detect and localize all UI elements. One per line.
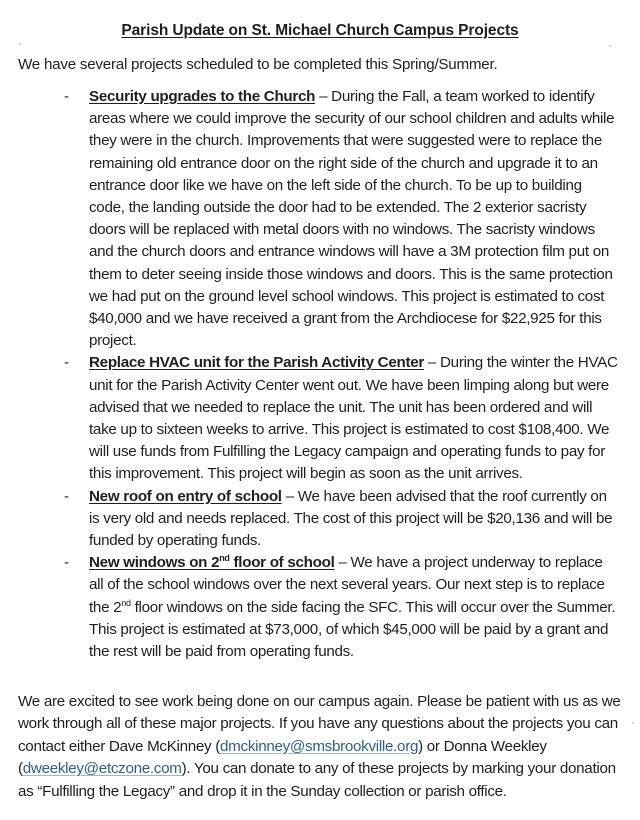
project-body: During the Fall, a team worked to identify areas where we could improve the security of our school children and adults while they were in the church. Improvements that were suggested were to replace the remaining old entrance door on the right side of the church and upgrade it to an entrance door like we have on the left side of the church. To be up to building code, the landing outside the door had to be extended. The 2 exterior sacristy doors will be replaced with metal doors with no windows. The sacristy windows and the church doors and entrance windows will have a 3M protection film put on them to deter seeing inside those windows and doors. This is the same protection we had put on the ground level school windows. This project is estimated to cost $40,000 and we have received a grant from the Archdiocese for $22,925 for this project. — [89, 88, 615, 350]
bullet-dash: - — [64, 88, 69, 105]
heading-separator: – — [281, 487, 298, 505]
project-heading — [89, 554, 335, 571]
intro-paragraph: We have several projects scheduled to be completed this Spring/Summer. — [18, 56, 498, 73]
scan-speck — [609, 45, 611, 47]
heading-separator: – — [424, 354, 440, 372]
ordinal-suffix: nd — [121, 597, 131, 608]
heading-text-post: floor of school — [229, 554, 335, 572]
heading-separator: – — [334, 554, 351, 572]
bullet-dash: - — [64, 354, 69, 372]
project-heading: Replace HVAC unit for the Parish Activity Center — [89, 354, 424, 372]
email-link-dweekley[interactable]: dweekley@etczone.com — [22, 760, 182, 778]
project-heading: New roof on entry of school — [89, 487, 282, 505]
project-body: During the winter the HVAC unit for the Parish Activity Center went out. We have been limping along but were advised that we needed to replace the unit. The unit has been ordered and will take up to sixteen weeks to arrive. This project is estimated to cost $108,400. We will use funds from Fulfilling the Legacy campaign and operating funds to pay for this improvement. This project will begin as soon as the unit arrives. — [89, 354, 618, 483]
body-text-post: floor windows on the side facing the SFC. This will occur over the Summer. This project is estimated at $73,000, of which $45,000 will be paid by a grant and the rest will be paid from operating funds. — [89, 598, 616, 661]
project-body: We have been advised that the roof currently on is very old and needs replaced. The cost of this project will be $20,136 and will be funded by operating funds. — [89, 487, 613, 550]
document-title: Parish Update on St. Michael Church Campus Projects — [121, 22, 519, 39]
heading-separator: – — [315, 88, 332, 105]
project-heading: Security upgrades to the Church — [89, 88, 316, 105]
project-item-windows — [0, 552, 640, 663]
closing-text: We are excited to see work being done on our campus again. Please be patient with us as we work through all of these major projects. If you have any questions about the projects you can contact either Dave McKinney ( — [18, 693, 621, 755]
scan-speck — [19, 43, 21, 45]
project-item-hvac — [0, 352, 640, 485]
project-item-roof — [0, 486, 640, 553]
closing-text: ). You can donate to any of these projects by marking your donation as “Fulfilling the Legacy” and drop it in the Sunday collection or parish office. — [18, 760, 616, 800]
body-text-pre: We have a project underway to replace all of the school windows over the next several years. Our next step is to replace the 2 — [89, 554, 605, 616]
email-link-dmckinney[interactable]: dmckinney@smsbrookville.org — [220, 737, 419, 755]
project-list — [0, 86, 640, 663]
closing-text: ) or Donna Weekley ( — [18, 737, 547, 778]
bullet-dash: - — [64, 554, 69, 572]
project-item-security — [0, 86, 640, 352]
ordinal-suffix: nd — [219, 553, 230, 564]
closing-paragraph — [18, 691, 623, 803]
heading-text-pre: New windows on 2 — [89, 554, 220, 572]
bullet-dash: - — [64, 487, 69, 505]
scan-speck — [632, 722, 634, 724]
